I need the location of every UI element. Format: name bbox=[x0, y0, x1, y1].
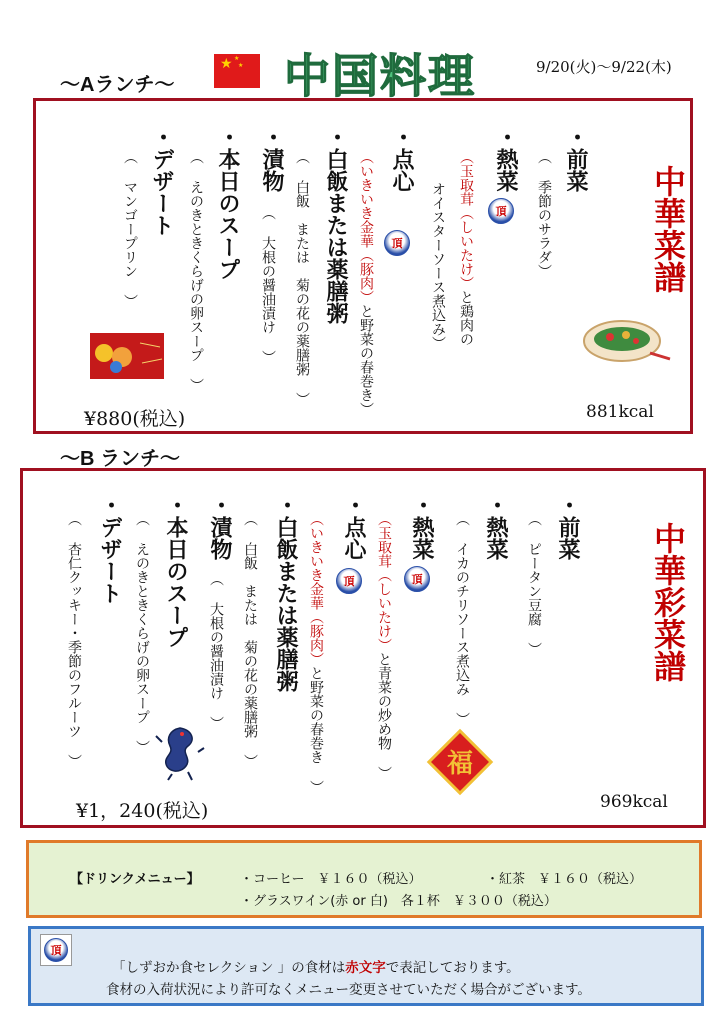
a-tenshin-red: （いきいき金華（豚肉） bbox=[358, 150, 374, 304]
notice-line1-pre: 「しずおか食セレクション 」の食材は bbox=[112, 960, 346, 976]
a-nessai: ・熱菜 bbox=[493, 126, 518, 192]
b-tenshin-rest: と野菜の春巻き ） bbox=[308, 666, 324, 794]
b-nessai2: ・熱菜 bbox=[409, 494, 434, 560]
drink-menu-label: 【ドリンクメニュー】 bbox=[70, 872, 200, 887]
b-tenshin: ・点心 bbox=[341, 494, 366, 560]
a-zensai: ・前菜 bbox=[563, 126, 588, 192]
a-kcal: 881kcal bbox=[586, 402, 654, 422]
b-nessai2-line bbox=[374, 512, 394, 780]
shizuoka-stamp-icon: 頂 bbox=[404, 566, 430, 592]
drink-wine: ・グラスワイン(赤 or 白) 各１杯 ￥３００（税込） bbox=[240, 894, 557, 909]
b-menu-title: 中華彩菜譜 bbox=[649, 522, 687, 682]
a-tenshin-rest: と野菜の春巻き） bbox=[358, 304, 374, 416]
a-tenshin: ・点心 bbox=[389, 126, 414, 192]
dragon-image bbox=[152, 722, 208, 786]
china-flag-icon: ★ ★ ★ bbox=[214, 54, 260, 88]
b-kcal: 969kcal bbox=[600, 792, 668, 812]
shizuoka-stamp-icon: 頂 bbox=[336, 568, 362, 594]
b-lunch-label: 〜B ランチ〜 bbox=[60, 448, 180, 470]
fortune-char: 福 bbox=[446, 749, 474, 779]
a-nessai-sub2: オイスターソース煮込み） bbox=[430, 182, 446, 350]
shizuoka-stamp-icon: 頂 bbox=[384, 230, 410, 256]
b-nessai2-rest: と青菜の炒め物 ） bbox=[376, 652, 392, 780]
a-pickles: ・漬物 bbox=[259, 126, 284, 192]
b-nessai2-red: （玉取茸（しいたけ） bbox=[376, 512, 392, 652]
notice-line1-post: で表記しております。 bbox=[385, 960, 520, 976]
drink-tea: ・紅茶 ￥１６０（税込） bbox=[486, 872, 643, 887]
a-rice-sub: （ 白飯 または 菊の花の薬膳粥 ） bbox=[294, 150, 310, 406]
a-nessai-rest: と鶏肉の bbox=[458, 290, 474, 346]
a-nessai-line bbox=[456, 150, 476, 346]
b-pickles: ・漬物 bbox=[207, 494, 232, 560]
a-rice: ・白飯または薬膳粥 bbox=[323, 126, 348, 324]
lantern-image bbox=[90, 333, 164, 379]
a-zensai-sub: （ 季節のサラダ） bbox=[536, 150, 552, 278]
a-soup: ・本日のスープ bbox=[215, 126, 240, 280]
a-price: ¥880(税込) bbox=[84, 408, 186, 430]
dish-platter-image bbox=[580, 315, 672, 371]
a-pickles-sub: （ 大根の醤油漬け ） bbox=[260, 206, 276, 364]
drink-coffee: ・コーヒー ￥１６０（税込） bbox=[240, 872, 422, 887]
b-dessert: ・デザート bbox=[97, 494, 122, 604]
b-nessai1-sub: （ イカのチリソース煮込み ） bbox=[454, 512, 470, 726]
shizuoka-stamp-icon: 頂 bbox=[488, 198, 514, 224]
b-tenshin-line bbox=[306, 512, 326, 794]
fortune-emblem-image bbox=[424, 726, 496, 802]
notice-line2: 食材の入荷状況により許可なくメニュー変更させていただく場合がございます。 bbox=[106, 982, 591, 998]
a-dessert: ・デザート bbox=[149, 126, 174, 236]
a-nessai-red: （玉取茸（しいたけ） bbox=[458, 150, 474, 290]
b-soup-sub: （ えのきときくらげの卵スープ ） bbox=[134, 512, 150, 754]
page-title: 中国料理 bbox=[284, 49, 476, 103]
a-menu-title: 中華菜譜 bbox=[649, 165, 687, 293]
b-dessert-sub: （ 杏仁クッキー・季節のフルーツ ） bbox=[66, 512, 82, 768]
date-range: 9/20(火)〜9/22(木) bbox=[536, 58, 672, 76]
shizuoka-logo-icon bbox=[40, 934, 72, 966]
b-rice: ・白飯または薬膳粥 bbox=[273, 494, 298, 692]
a-soup-sub: （ えのきときくらげの卵スープ ） bbox=[188, 150, 204, 392]
b-nessai1: ・熱菜 bbox=[483, 494, 508, 560]
b-tenshin-red: （いきいき金華（豚肉） bbox=[308, 512, 324, 666]
a-tenshin-line bbox=[356, 150, 376, 416]
b-price: ¥1，240(税込) bbox=[76, 800, 209, 822]
b-rice-sub: （ 白飯 または 菊の花の薬膳粥 ） bbox=[242, 512, 258, 768]
b-soup: ・本日のスープ bbox=[163, 494, 188, 648]
b-zensai-sub: （ ピータン豆腐 ） bbox=[526, 512, 542, 656]
a-dessert-sub: （ マンゴープリン ） bbox=[122, 150, 138, 308]
notice-line1 bbox=[112, 956, 520, 976]
b-pickles-sub: （ 大根の醤油漬け ） bbox=[208, 572, 224, 730]
b-zensai: ・前菜 bbox=[555, 494, 580, 560]
logo-stamp: 頂 bbox=[44, 938, 68, 962]
a-lunch-label: 〜Aランチ〜 bbox=[60, 74, 175, 96]
notice-line1-red: 赤文字 bbox=[345, 960, 386, 976]
